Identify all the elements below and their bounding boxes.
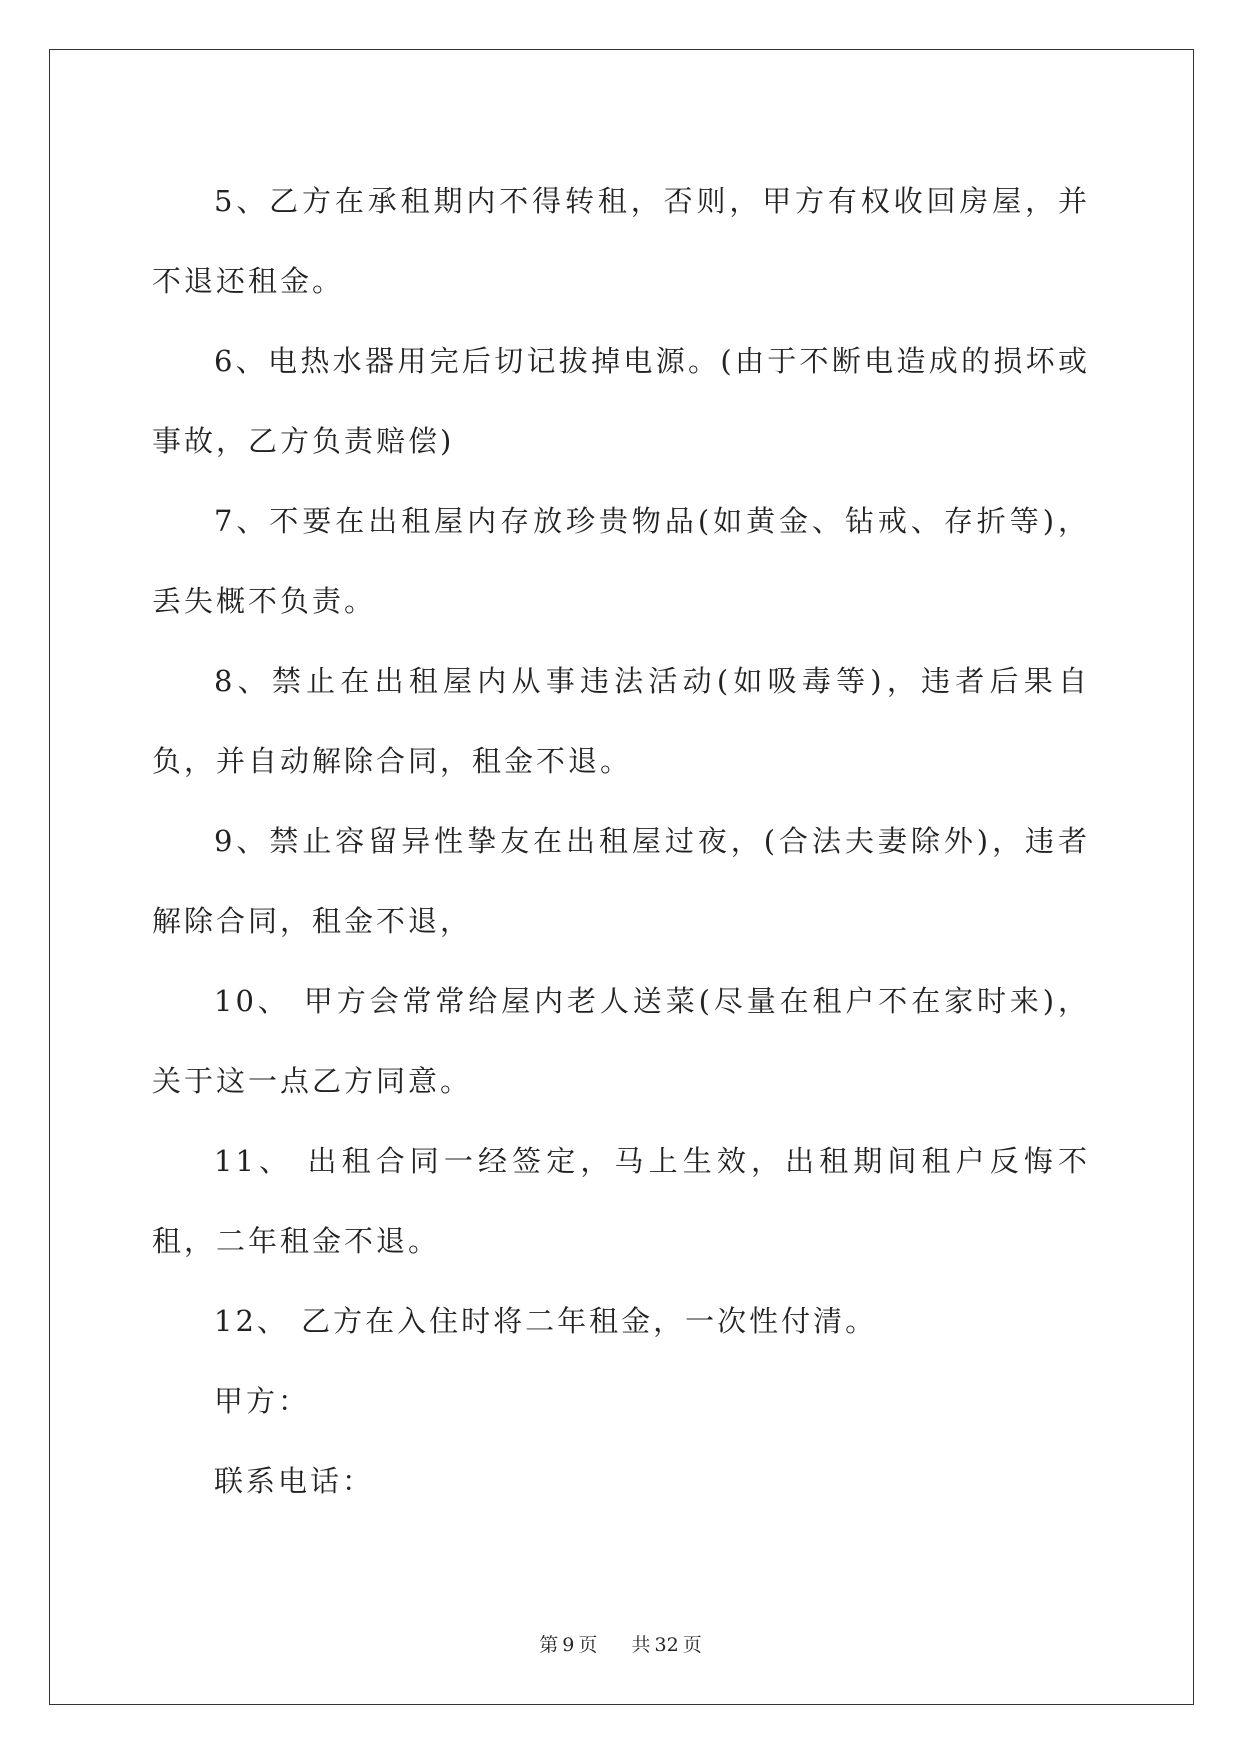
page-number: 9 [562,1634,575,1656]
clause-8: 8、禁止在出租屋内从事违法活动(如吸毒等)，违者后果自负，并自动解除合同，租金不退。 [152,664,1090,778]
total-suffix: 页 [682,1634,702,1656]
page-footer [0,1630,1241,1657]
clause-6: 6、电热水器用完后切记拔掉电源。(由于不断电造成的损坏或事故，乙方负责赔偿) [152,344,1090,458]
page-label-prefix: 第 [539,1634,559,1656]
page-label-suffix: 页 [578,1634,598,1656]
document-body [152,161,1090,1521]
party-a-label: 甲方： [214,1384,311,1418]
total-pages: 32 [654,1634,679,1656]
clause-5: 5、乙方在承租期内不得转租，否则，甲方有权收回房屋，并不退还租金。 [152,184,1090,298]
clause-9: 9、禁止容留异性挚友在出租屋过夜，(合法夫妻除外)，违者解除合同，租金不退， [152,824,1090,938]
clause-11: 11、 出租合同一经签定，马上生效，出租期间租户反悔不租，二年租金不退。 [152,1144,1090,1258]
clause-10: 10、 甲方会常常给屋内老人送菜(尽量在租户不在家时来)，关于这一点乙方同意。 [152,984,1090,1098]
clause-7: 7、不要在出租屋内存放珍贵物品(如黄金、钻戒、存折等)，丢失概不负责。 [152,504,1090,618]
total-prefix: 共 [631,1634,651,1656]
clause-12: 12、 乙方在入住时将二年租金，一次性付清。 [214,1304,878,1338]
phone-label: 联系电话： [214,1464,375,1498]
